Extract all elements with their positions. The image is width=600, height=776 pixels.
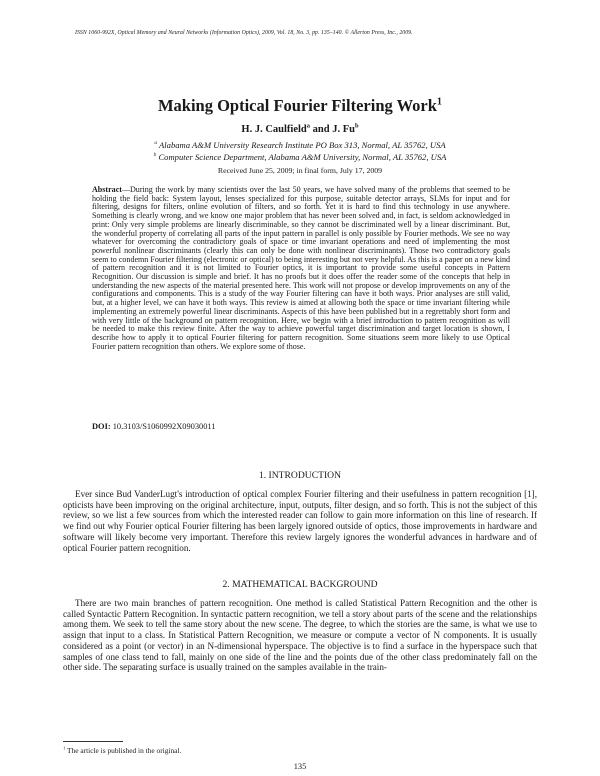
doi-label: DOI: [92,422,111,431]
abstract [92,186,510,351]
affiliation-a-mark: a [154,140,158,147]
abstract-dash: — [121,185,130,194]
title-footnote-mark: 1 [436,96,443,108]
footnote-divider [63,741,123,742]
abstract-label: Abstract [92,185,122,194]
affiliation-b-text: Computer Science Department, Alabama A&M University, Normal, AL 35762, USA [158,152,447,162]
section-heading-introduction: 1. INTRODUCTION [258,470,342,481]
author-1-affil-mark: a [306,122,310,130]
author-1: H. J. Caulfield [241,124,307,135]
doi-line [92,422,215,431]
author-2-affil-mark: b [354,122,359,130]
affiliation-b [0,152,600,162]
section-body-introduction: Ever since Bud VanderLugt's introduction of optical complex Fourier filtering and their usefulness in pattern recognition [1], opticists have been improving on the original architecture, input, outputs, filter design, and so forth. This is not the subject of this review, so we list a few sources from which the interested reader can follow to gain more information on this line of research. If we find out why Fourier optical Fourier filtering has been largely ignored outside of optics, those improvements in hardware and software will likely become very important. Therefore this review largely ignores the wonderful advances in hardware and of optical Fourier pattern recognition. [63,489,537,553]
paper-title-text: Making Optical Fourier Filtering Work [157,96,437,115]
affiliation-a [0,140,600,150]
paper-title [0,96,600,116]
footnote-text: The article is published in the original. [67,746,182,755]
section-body-mathematical-background: There are two main branches of pattern recognition. One method is called Statistical Pattern Recognition and the other is called Syntactic Pattern Recognition. In syntactic pattern recognition, we tell a story about parts of the scene and the relationships among them. We seek to tell the same story about the new scene. The degree, to which the stories are the same, is what we use to assign that input to a class. In Statistical Pattern Recognition, we measure or compute a vector of N components. It is usually considered as a point (or vector) in an N-dimensional hyperspace. The objective is to find a surface in the hyperspace such that samples of one class tend to fall, mainly on one side of the line and the points due of the other class predominately fall on the other side. The separating surface is usually trained on the samples available in the train- [63,598,537,673]
affiliation-b-mark: b [153,152,157,159]
abstract-text: During the work by many scientists over the last 50 years, we have solved many of the problems that seemed to be holding the field back: System layout, lenses specialized for this purpose, suitable detector arrays, SLMs for input and for filtering, designs for filters, online evolution of filters, and so forth. Yet it is hard to find this technology in use anywhere. Something is clearly wrong, and we know one major problem that has never been solved and, in fact, is seldom acknowledged in print: Only very simple problems are linearly discriminable, so they cannot be discriminated well by a linear discriminant. But, the wonderful property of correlating all parts of the input pattern in parallel is only possible by Fourier methods. We see no way whatever for overcoming the contradictory goals of space or time invariant operations and need of implementing the most powerful nonlinear discriminants (clearly this can only be done with nonlinear discriminants). Those two contradictory goals seem to condemn Fourier filtering (electronic or optical) to being interesting but not very helpful. As this is a paper on a new kind of pattern recognition and it is not limited to Fourier optics, it is important to provide some useful concepts in Pattern Recognition. Our discussion is simple and brief. It has no proofs but it does offer the reader some of the concepts that help in understanding the new aspects of the material presented here. This work will not propose or develop improvements on any of the configurations and components. This is a study of the way Fourier filtering can have it both ways. Prior analyses are still valid, but, at a higher level, we can have it both ways. This review is aimed at allowing both the space or time invariant filtering while implementing an extremely powerful linear discriminants. Aspects of this have been published but in a regrettably short form and with very little of the background on pattern recognition. Here, we begin with a brief introduction to pattern recognition as will be needed to make this review finite. After the way to achieve powerful target discrimination and target location is shown, I describe how to apply it to optical Fourier filtering for pattern recognition. Some situations seem more likely to use Optical Fourier pattern recognition than others. We explore some of those. [92,185,510,351]
affiliation-a-text: Alabama A&M University Research Institute PO Box 313, Normal, AL 35762, USA [159,140,446,150]
received-dates: Received June 25, 2009; in final form, July 17, 2009 [217,166,383,175]
journal-citation-header: ISSN 1060-992X, Optical Memory and Neural Networks (Information Optics), 2009, Vol. 18, No. 3, pp. 135–140. © Allerton Press, Inc., 2009. [75,30,413,36]
section-heading-mathematical-background: 2. MATHEMATICAL BACKGROUND [222,579,378,590]
footnote [63,746,181,755]
author-2: J. Fu [332,124,355,135]
footnote-mark: 1 [63,745,66,751]
author-line [0,124,600,135]
author-conjunction: and [312,124,330,135]
page-number: 135 [293,762,307,771]
doi-value: 10.3103/S1060992X09030011 [112,422,216,431]
